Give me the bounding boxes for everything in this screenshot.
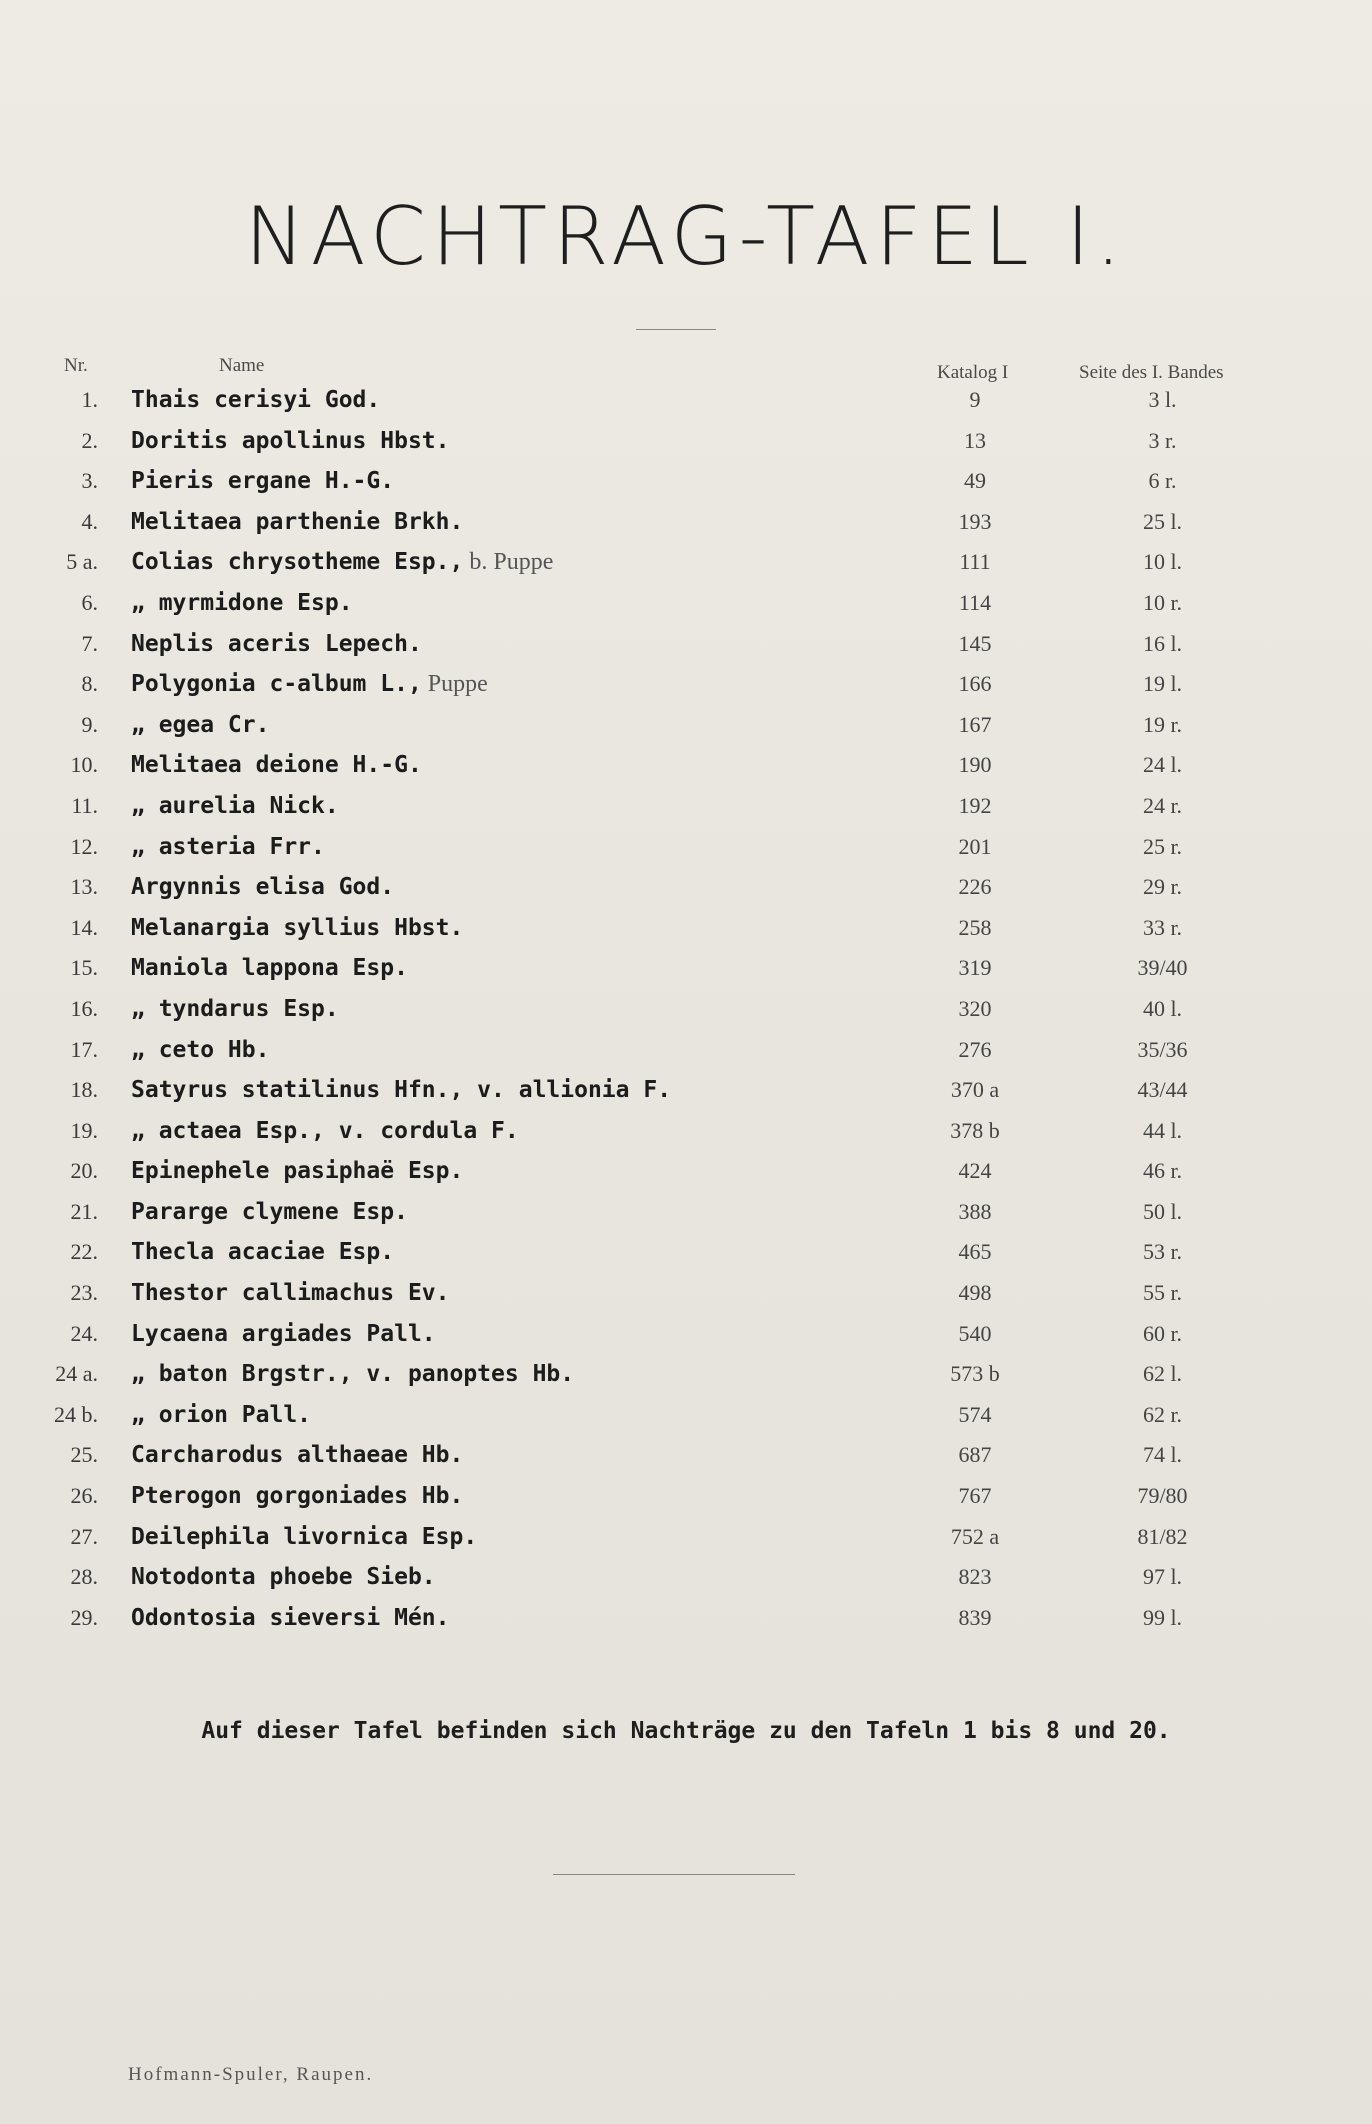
row-katalog: 13: [964, 427, 986, 453]
row-katalog: 752 a: [950, 1523, 1000, 1549]
table-row: [0, 1158, 1372, 1199]
table-row: [0, 1037, 1372, 1078]
row-species-name: [131, 1564, 436, 1590]
row-number: 16.: [70, 995, 98, 1021]
row-number: 14.: [70, 914, 98, 940]
row-species-name: [131, 509, 463, 535]
table-row: [0, 468, 1372, 509]
species-name-text: Doritis apollinus Hbst.: [131, 427, 450, 454]
footer-imprint: Hofmann-Spuler, Raupen.: [128, 2064, 374, 2085]
table-row: [0, 1483, 1372, 1524]
top-divider: [636, 329, 716, 330]
table-row: [0, 1361, 1372, 1402]
row-katalog: 276: [958, 1036, 992, 1062]
species-stage-note: b. Puppe: [463, 549, 554, 576]
header-katalog: Katalog I: [937, 362, 1009, 383]
table-row: [0, 834, 1372, 875]
row-seite: 62 l.: [1142, 1361, 1183, 1387]
species-name-text: Epinephele pasiphaë Esp.: [131, 1158, 464, 1185]
row-species-name: [131, 1199, 408, 1225]
row-number: 11.: [71, 792, 98, 818]
header-name: Name: [219, 355, 265, 376]
row-katalog: 114: [958, 589, 992, 615]
table-row: [0, 955, 1372, 996]
row-katalog: 167: [958, 711, 992, 737]
row-katalog: 370 a: [950, 1077, 1000, 1103]
species-name-text: „ ceto Hb.: [131, 1036, 270, 1063]
row-number: 2.: [81, 427, 98, 453]
row-species-name: [131, 1321, 436, 1347]
table-row: [0, 996, 1372, 1037]
row-katalog: 9: [969, 387, 981, 412]
species-name-text: Maniola lappona Esp.: [131, 955, 408, 982]
row-species-name: [131, 834, 325, 860]
row-number: 22.: [70, 1239, 98, 1265]
species-name-text: Colias chrysotheme Esp.,: [131, 549, 464, 576]
row-seite: 19 r.: [1142, 711, 1183, 737]
row-species-name: [131, 1361, 574, 1387]
table-row: [0, 915, 1372, 956]
table-row: [0, 1402, 1372, 1443]
row-katalog: 111: [959, 549, 991, 575]
table-row: [0, 712, 1372, 753]
species-name-text: Carcharodus althaeae Hb.: [131, 1442, 464, 1469]
row-species-name: [131, 631, 422, 657]
row-seite: 25 l.: [1142, 508, 1183, 534]
row-seite: 60 r.: [1142, 1320, 1183, 1346]
row-katalog: 166: [958, 671, 992, 697]
row-katalog: 258: [958, 914, 992, 940]
row-species-name: [131, 549, 553, 576]
row-katalog: 192: [958, 792, 992, 818]
row-seite: 79/80: [1137, 1483, 1188, 1509]
species-name-text: „ asteria Frr.: [131, 833, 325, 860]
row-number: 6.: [81, 589, 98, 615]
row-number: 5 a.: [66, 549, 98, 575]
species-name-text: „ actaea Esp., v. cordula F.: [131, 1117, 519, 1144]
table-row: [0, 671, 1372, 712]
row-number: 19.: [70, 1117, 98, 1143]
row-seite: 33 r.: [1142, 914, 1183, 940]
species-name-text: Pieris ergane H.-G.: [131, 468, 395, 495]
row-seite: 6 r.: [1148, 468, 1177, 494]
row-number: 17.: [70, 1036, 98, 1062]
row-katalog: 687: [958, 1442, 992, 1468]
row-katalog: 388: [958, 1198, 992, 1224]
row-katalog: 573 b: [950, 1361, 1000, 1387]
bottom-divider: [553, 1874, 795, 1875]
table-row: [0, 428, 1372, 469]
row-seite: 43/44: [1137, 1077, 1188, 1103]
table-row: [0, 590, 1372, 631]
species-name-text: Satyrus statilinus Hfn., v. allionia F.: [131, 1077, 672, 1104]
row-seite: 16 l.: [1142, 630, 1183, 656]
table-row: [0, 549, 1372, 590]
table-row: [0, 874, 1372, 915]
species-name-text: Notodonta phoebe Sieb.: [131, 1564, 436, 1591]
row-seite: 46 r.: [1142, 1158, 1183, 1184]
row-seite: 62 r.: [1142, 1401, 1183, 1427]
species-name-text: Neplis aceris Lepech.: [131, 630, 422, 657]
row-species-name: [131, 1442, 463, 1468]
row-number: 18.: [70, 1077, 98, 1103]
row-seite: 99 l.: [1142, 1604, 1183, 1630]
row-species-name: [131, 1239, 394, 1265]
row-seite: 24 l.: [1142, 752, 1183, 778]
row-number: 12.: [70, 833, 98, 859]
row-number: 13.: [70, 874, 98, 900]
row-katalog: 574: [958, 1401, 992, 1427]
row-number: 20.: [70, 1158, 98, 1184]
row-number: 3.: [81, 468, 98, 494]
table-row: [0, 1077, 1372, 1118]
species-name-text: „ orion Pall.: [131, 1401, 312, 1428]
row-species-name: [131, 996, 339, 1022]
species-name-text: Argynnis elisa God.: [131, 874, 395, 901]
row-katalog: 767: [958, 1483, 992, 1509]
row-katalog: 540: [958, 1320, 992, 1346]
species-name-text: Lycaena argiades Pall.: [131, 1320, 436, 1347]
row-species-name: [131, 712, 269, 738]
row-seite: 81/82: [1137, 1523, 1188, 1549]
row-katalog: 424: [958, 1158, 992, 1184]
row-number: 24 a.: [55, 1361, 98, 1387]
row-number: 28.: [70, 1564, 98, 1590]
row-seite: 39/40: [1137, 955, 1188, 981]
row-species-name: [131, 671, 488, 698]
species-name-text: „ tyndarus Esp.: [131, 995, 339, 1022]
row-species-name: [131, 1524, 477, 1550]
row-katalog: 839: [958, 1604, 992, 1630]
species-name-text: Pararge clymene Esp.: [131, 1198, 408, 1225]
species-name-text: Thais cerisyi God.: [131, 387, 381, 413]
row-katalog: 378 b: [950, 1117, 1000, 1143]
row-species-name: [131, 793, 339, 819]
species-name-text: Odontosia sieversi Mén.: [131, 1604, 450, 1631]
row-seite: 55 r.: [1142, 1280, 1183, 1306]
row-number: 21.: [70, 1198, 98, 1224]
row-katalog: 193: [958, 508, 992, 534]
table-row: [0, 1118, 1372, 1159]
row-number: 9.: [81, 711, 98, 737]
row-species-name: [131, 387, 380, 413]
table-row: [0, 631, 1372, 672]
row-species-name: [131, 1402, 311, 1428]
species-name-text: „ baton Brgstr., v. panoptes Hb.: [131, 1361, 575, 1388]
row-katalog: 145: [958, 630, 992, 656]
row-seite: 44 l.: [1142, 1117, 1183, 1143]
row-seite: 25 r.: [1142, 833, 1183, 859]
row-species-name: [131, 1077, 671, 1103]
table-row: [0, 793, 1372, 834]
row-species-name: [131, 1605, 450, 1631]
species-name-text: Polygonia c-album L.,: [131, 671, 422, 698]
row-number: 24.: [70, 1320, 98, 1346]
row-species-name: [131, 1483, 463, 1509]
table-row: [0, 509, 1372, 550]
row-katalog: 226: [958, 874, 992, 900]
row-seite: 97 l.: [1142, 1564, 1183, 1590]
row-katalog: 49: [964, 468, 986, 494]
row-number: 26.: [70, 1483, 98, 1509]
row-number: 15.: [70, 955, 98, 981]
species-name-text: Pterogon gorgoniades Hb.: [131, 1483, 464, 1510]
row-katalog: 190: [958, 752, 992, 778]
row-katalog: 320: [958, 995, 992, 1021]
row-seite: 10 l.: [1142, 549, 1183, 575]
row-species-name: [131, 955, 408, 981]
row-number: 4.: [81, 508, 98, 534]
species-name-text: „ egea Cr.: [131, 711, 270, 738]
row-katalog: 498: [958, 1280, 992, 1306]
species-name-text: Melitaea parthenie Brkh.: [131, 508, 464, 535]
row-seite: 29 r.: [1142, 874, 1183, 900]
row-species-name: [131, 1037, 269, 1063]
row-number: 25.: [70, 1442, 98, 1468]
table-row: [0, 1321, 1372, 1362]
row-katalog: 319: [958, 955, 992, 981]
row-number: 7.: [81, 630, 98, 656]
row-species-name: [131, 1280, 450, 1306]
species-name-text: Melitaea deione H.-G.: [131, 752, 422, 779]
row-seite: 19 l.: [1142, 671, 1183, 697]
plate-note: Auf dieser Tafel befinden sich Nachträge zu den Tafeln 1 bis 8 und 20.: [201, 1718, 1171, 1744]
row-number: 10.: [70, 752, 98, 778]
row-species-name: [131, 915, 463, 941]
species-name-text: „ myrmidone Esp.: [131, 589, 353, 616]
row-species-name: [131, 590, 353, 616]
table-row: [0, 1442, 1372, 1483]
species-stage-note: Puppe: [421, 671, 488, 698]
row-species-name: [131, 468, 394, 494]
row-seite: 3 r.: [1148, 427, 1177, 453]
row-species-name: [131, 1118, 519, 1144]
row-number: 8.: [81, 671, 98, 697]
species-name-text: Melanargia syllius Hbst.: [131, 914, 464, 941]
row-species-name: [131, 1158, 463, 1184]
row-katalog: 201: [958, 833, 992, 859]
row-number: 1.: [81, 387, 98, 412]
species-name-text: „ aurelia Nick.: [131, 792, 339, 819]
page-title: NACHTRAG-TAFEL I.: [244, 190, 1128, 283]
table-row: [0, 1605, 1372, 1646]
table-row: [0, 1280, 1372, 1321]
table-row: [0, 1199, 1372, 1240]
table-row: [0, 1524, 1372, 1565]
row-number: 29.: [70, 1604, 98, 1630]
row-seite: 74 l.: [1142, 1442, 1183, 1468]
row-number: 27.: [70, 1523, 98, 1549]
row-species-name: [131, 874, 394, 900]
table-row: [0, 387, 1372, 428]
species-name-text: Thecla acaciae Esp.: [131, 1239, 395, 1266]
row-seite: 53 r.: [1142, 1239, 1183, 1265]
row-seite: 40 l.: [1142, 995, 1183, 1021]
row-number: 24 b.: [54, 1401, 98, 1427]
row-number: 23.: [70, 1280, 98, 1306]
row-katalog: 465: [958, 1239, 992, 1265]
row-seite: 3 l.: [1148, 387, 1177, 412]
row-species-name: [131, 428, 450, 454]
row-seite: 35/36: [1137, 1036, 1188, 1062]
table-row: [0, 1564, 1372, 1605]
table-row: [0, 1239, 1372, 1280]
table-row: [0, 752, 1372, 793]
row-katalog: 823: [958, 1564, 992, 1590]
species-name-text: Deilephila livornica Esp.: [131, 1523, 478, 1550]
species-name-text: Thestor callimachus Ev.: [131, 1280, 450, 1307]
row-seite: 10 r.: [1142, 589, 1183, 615]
header-nr: Nr.: [64, 355, 88, 376]
row-species-name: [131, 752, 422, 778]
row-seite: 24 r.: [1142, 792, 1183, 818]
header-seite: Seite des I. Bandes: [1079, 362, 1224, 383]
row-seite: 50 l.: [1142, 1198, 1183, 1224]
species-table: [0, 387, 1372, 1645]
